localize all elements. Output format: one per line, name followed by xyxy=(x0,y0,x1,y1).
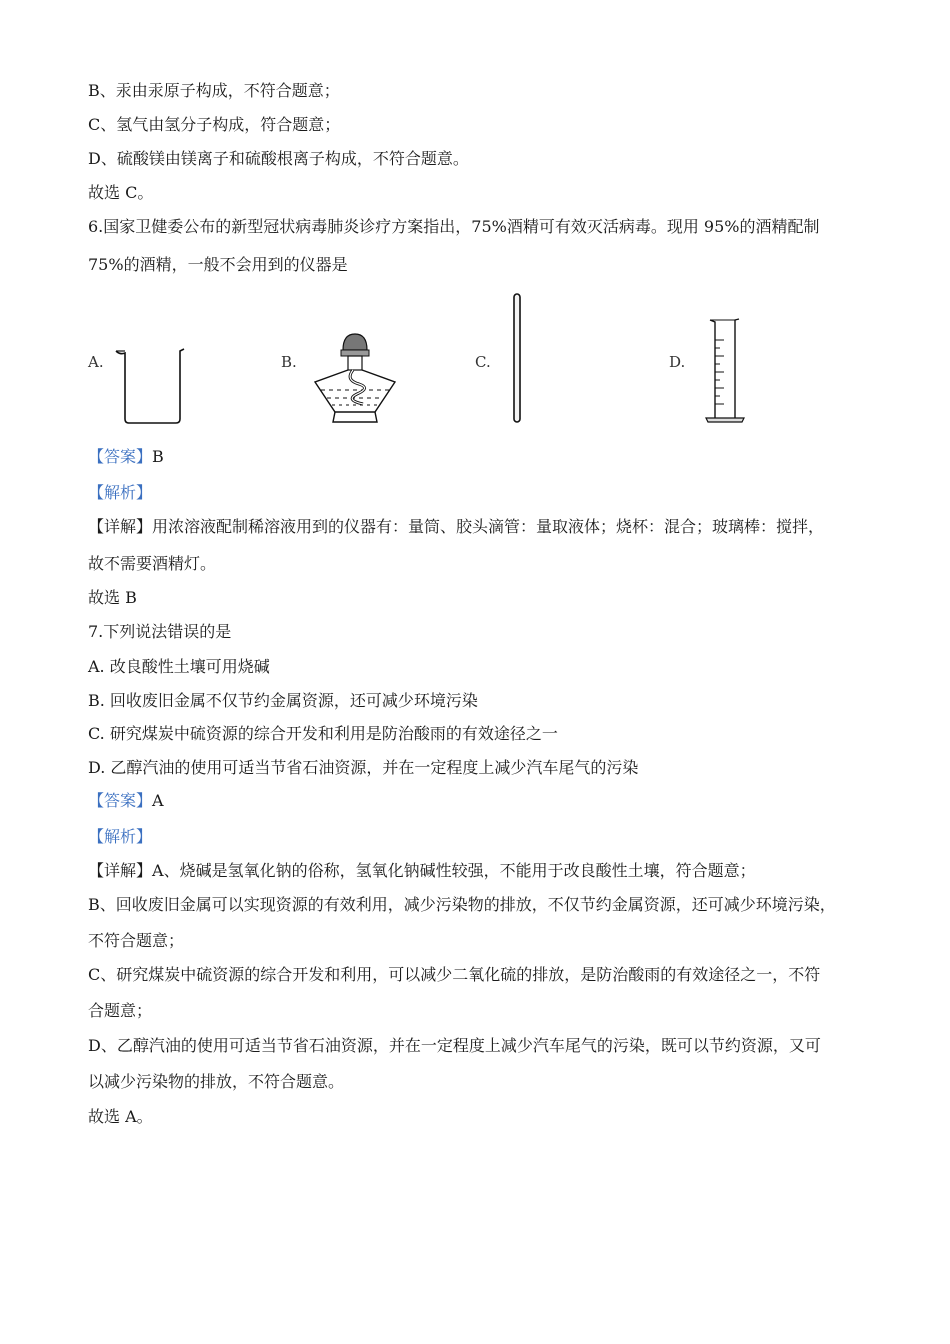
question-6-detail xyxy=(88,516,824,538)
answer-tag: 【答案】 xyxy=(88,447,153,466)
answer-value: B xyxy=(152,447,164,466)
detail-tag: 【详解】 xyxy=(88,517,153,536)
graduated-cylinder-icon xyxy=(702,316,748,428)
prev-conclusion: 故选 C。 xyxy=(88,183,154,202)
prev-option-d-explanation: D、硫酸镁由镁离子和硫酸根离子构成，不符合题意。 xyxy=(88,149,469,168)
alcohol-lamp-icon xyxy=(305,330,405,426)
question-7-detail-d-cont: 以减少污染物的排放，不符合题意。 xyxy=(88,1072,345,1091)
question-7-analysis-tag: 【解析】 xyxy=(88,827,153,846)
question-6-answer xyxy=(88,446,164,468)
option-b-label: B. xyxy=(281,353,297,371)
question-text: 下列说法错误的是 xyxy=(103,622,232,641)
prev-option-c-explanation: C、氢气由氢分子构成，符合题意； xyxy=(88,115,341,134)
question-7-detail-b: B、回收废旧金属可以实现资源的有效利用，减少污染物的排放，不仅节约金属资源，还可减少环境污染， xyxy=(88,895,836,914)
question-number: 6. xyxy=(88,217,104,236)
question-7-option-d: D. 乙醇汽油的使用可适当节省石油资源，并在一定程度上减少汽车尾气的污染 xyxy=(88,758,639,777)
glass-rod-icon xyxy=(510,292,524,424)
question-7-option-c: C. 研究煤炭中硫资源的综合开发和利用是防治酸雨的有效途径之一 xyxy=(88,724,558,743)
answer-value: A xyxy=(152,791,164,810)
question-7-detail-a xyxy=(88,860,756,882)
detail-tag: 【详解】 xyxy=(88,861,153,880)
question-7-answer xyxy=(88,790,164,812)
question-7-conclusion: 故选 A。 xyxy=(88,1107,153,1126)
beaker-icon xyxy=(112,345,186,425)
question-7-detail-b-cont: 不符合题意； xyxy=(88,931,185,950)
detail-text: A、烧碱是氢氧化钠的俗称，氢氧化钠碱性较强，不能用于改良酸性土壤，符合题意； xyxy=(152,861,756,880)
question-6-conclusion: 故选 B xyxy=(88,588,137,607)
option-d-label: D. xyxy=(669,353,686,371)
question-7-detail-c-cont: 合题意； xyxy=(88,1001,153,1020)
question-6-detail-cont: 故不需要酒精灯。 xyxy=(88,554,217,573)
question-number: 7. xyxy=(88,622,104,641)
prev-option-b-explanation: B、汞由汞原子构成，不符合题意； xyxy=(88,81,340,100)
question-text: 国家卫健委公布的新型冠状病毒肺炎诊疗方案指出，75%酒精可有效灭活病毒。现用 95%的酒精配制 xyxy=(103,217,820,236)
question-7-detail-d: D、乙醇汽油的使用可适当节省石油资源，并在一定程度上减少汽车尾气的污染，既可以节约资源，又可 xyxy=(88,1036,821,1055)
option-a-label: A. xyxy=(88,353,104,371)
detail-text: 用浓溶液配制稀溶液用到的仪器有：量筒、胶头滴管：量取液体；烧杯：混合；玻璃棒：搅拌， xyxy=(152,517,825,536)
answer-tag: 【答案】 xyxy=(88,791,153,810)
question-6-stem xyxy=(88,216,819,238)
question-7-detail-c: C、研究煤炭中硫资源的综合开发和利用，可以减少二氧化硫的排放，是防治酸雨的有效途径之一，不符 xyxy=(88,965,821,984)
question-7-stem xyxy=(88,621,231,643)
option-c-label: C. xyxy=(475,353,491,371)
question-6-analysis-tag: 【解析】 xyxy=(88,483,153,502)
question-7-option-a: A. 改良酸性土壤可用烧碱 xyxy=(88,657,270,676)
question-7-option-b: B. 回收废旧金属不仅节约金属资源，还可减少环境污染 xyxy=(88,691,478,710)
question-6-stem-cont: 75%的酒精，一般不会用到的仪器是 xyxy=(88,255,348,274)
